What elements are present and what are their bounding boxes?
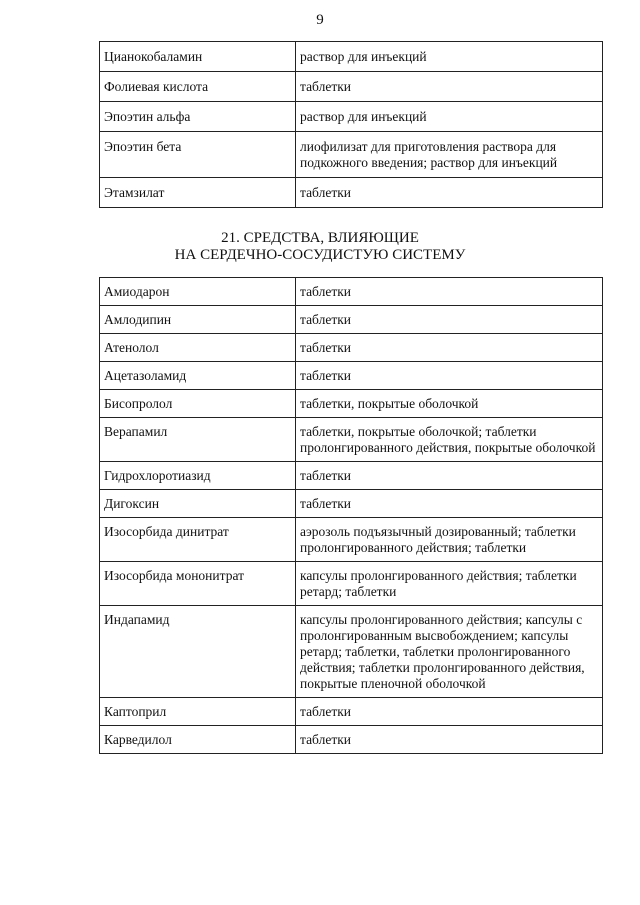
table-row [100,726,603,754]
drug-form: таблетки [296,306,603,334]
drug-form: раствор для инъекций [296,42,603,72]
drug-form: таблетки [296,334,603,362]
table-row [100,278,603,306]
drug-name: Индапамид [100,606,296,698]
drug-name: Каптоприл [100,698,296,726]
table-row [100,132,603,178]
table-row [100,306,603,334]
drug-name: Верапамил [100,418,296,462]
drug-name: Гидрохлоротиазид [100,462,296,490]
drug-form: таблетки [296,72,603,102]
table-row [100,390,603,418]
drug-form: таблетки [296,698,603,726]
drug-name: Этамзилат [100,178,296,208]
drug-form: капсулы пролонгированного действия; таблетки ретард; таблетки [296,562,603,606]
section-heading-line1: 21. СРЕДСТВА, ВЛИЯЮЩИЕ [221,230,419,246]
page-number: 9 [316,12,324,28]
drug-name: Эпоэтин альфа [100,102,296,132]
drug-name: Фолиевая кислота [100,72,296,102]
drug-form: таблетки [296,490,603,518]
drug-form: капсулы пролонгированного действия; капсулы с пролонгированным высвобождением; капсулы ретард; таблетки, таблетки пролонгированного действия; таблетки пролонгированного действия, покрытые пленочной оболочкой [296,606,603,698]
drug-table-hematology [99,41,603,208]
drug-name: Цианокобаламин [100,42,296,72]
table-row [100,42,603,72]
drug-form: таблетки, покрытые оболочкой [296,390,603,418]
table-row [100,562,603,606]
drug-form: таблетки [296,726,603,754]
drug-name: Амиодарон [100,278,296,306]
table-row [100,606,603,698]
table-row [100,362,603,390]
drug-name: Изосорбида динитрат [100,518,296,562]
table-row [100,178,603,208]
drug-form: раствор для инъекций [296,102,603,132]
drug-name: Бисопролол [100,390,296,418]
drug-name: Амлодипин [100,306,296,334]
drug-name: Ацетазоламид [100,362,296,390]
table-row [100,334,603,362]
drug-name: Атенолол [100,334,296,362]
table-row [100,518,603,562]
drug-form: таблетки [296,178,603,208]
drug-name: Эпоэтин бета [100,132,296,178]
drug-form: лиофилизат для приготовления раствора для подкожного введения; раствор для инъекций [296,132,603,178]
drug-name: Дигоксин [100,490,296,518]
drug-table-cardiovascular [99,277,603,754]
section-heading-line2: НА СЕРДЕЧНО-СОСУДИСТУЮ СИСТЕМУ [174,247,466,263]
table-row [100,418,603,462]
drug-form: таблетки [296,462,603,490]
drug-form: таблетки, покрытые оболочкой; таблетки пролонгированного действия, покрытые оболочкой [296,418,603,462]
drug-form: аэрозоль подъязычный дозированный; таблетки пролонгированного действия; таблетки [296,518,603,562]
drug-form: таблетки [296,362,603,390]
drug-form: таблетки [296,278,603,306]
table-row [100,102,603,132]
drug-name: Карведилол [100,726,296,754]
table-row [100,72,603,102]
table-row [100,698,603,726]
table-row [100,462,603,490]
section-heading [0,230,640,264]
table-row [100,490,603,518]
drug-name: Изосорбида мононитрат [100,562,296,606]
